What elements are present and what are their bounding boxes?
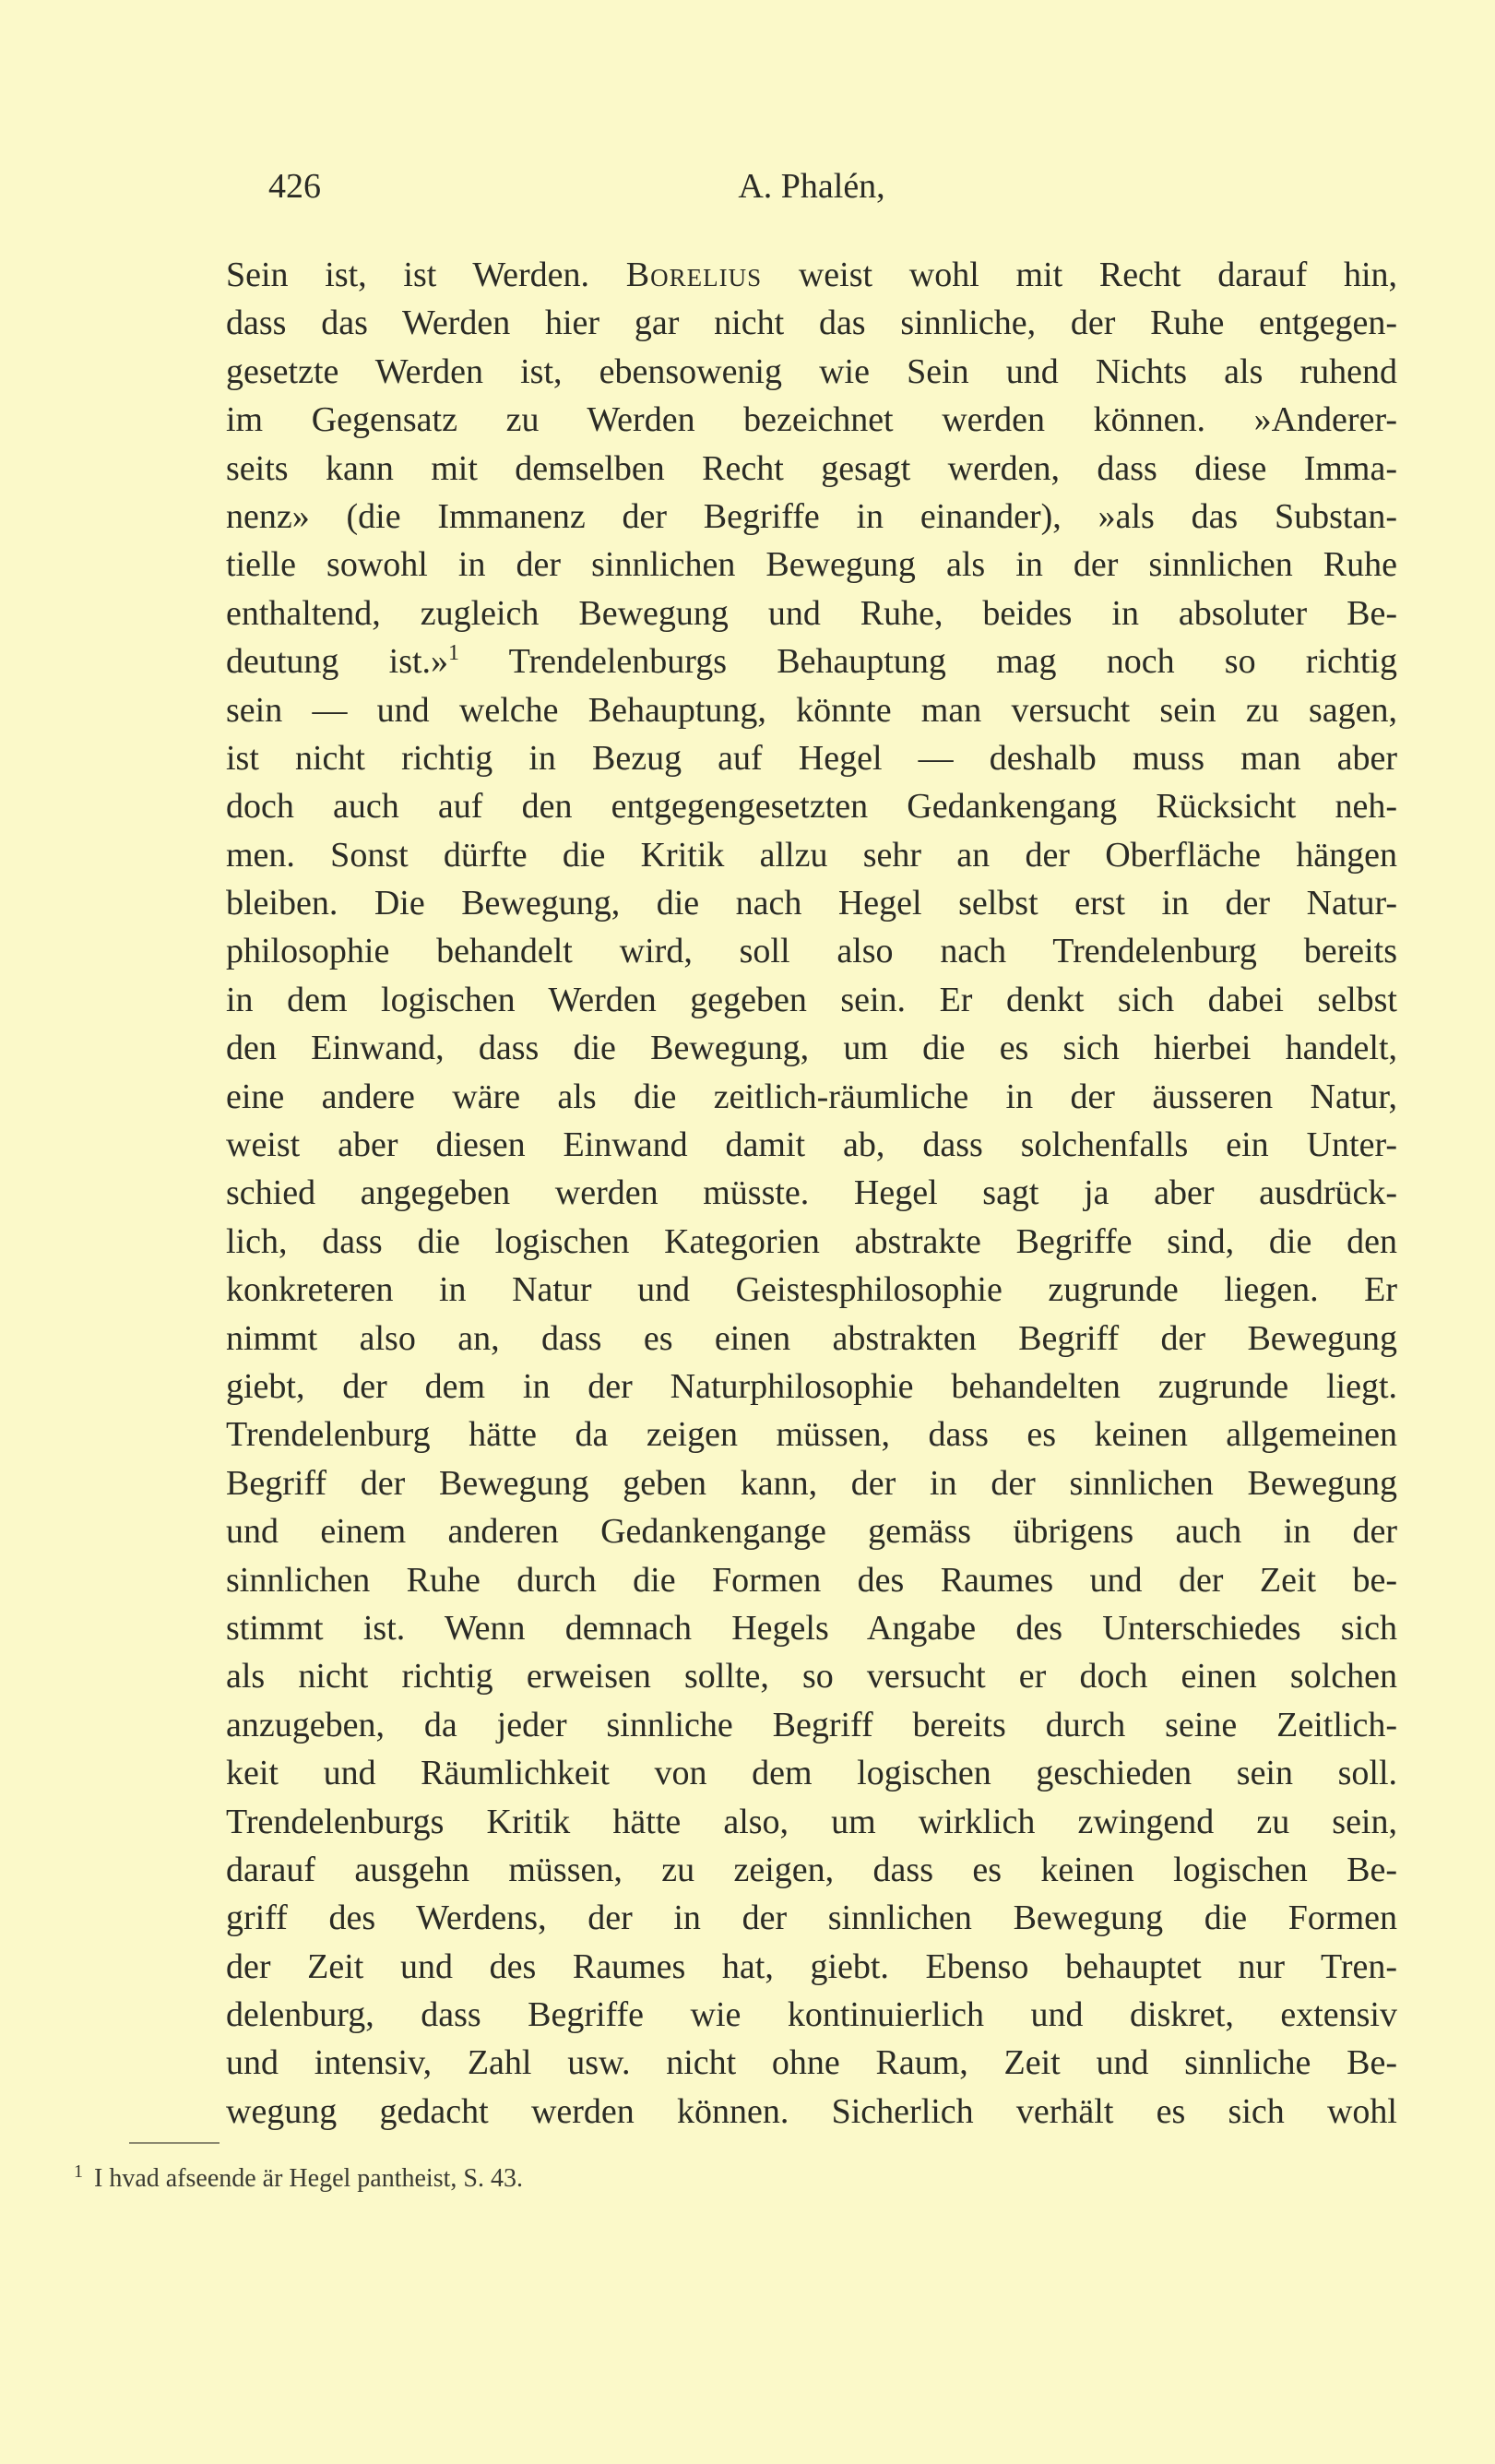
footnote-marker: 1 (74, 2161, 83, 2182)
text-line (226, 782, 1397, 830)
text-line (226, 831, 1397, 879)
line-text: men. Sonst dürfte die Kritik allzu sehr an der Oberfläche hängen (226, 835, 1397, 875)
running-head: A. Phalén, (738, 167, 885, 206)
page-header (226, 166, 1397, 212)
line-text: bleiben. Die Bewegung, die nach Hegel selbst erst in der Natur- (226, 884, 1397, 923)
line-text: anzugeben, da jeder sinnliche Begriff bereits durch seine Zeitlich- (226, 1705, 1397, 1744)
text-line (226, 1894, 1397, 1942)
line-text: weist wohl mit Recht darauf hin, (762, 256, 1397, 294)
text-line (226, 1218, 1397, 1266)
text-line (226, 299, 1397, 347)
text-line (226, 1073, 1397, 1121)
text-line (226, 1266, 1397, 1314)
footnote (74, 2160, 523, 2197)
text-line (226, 1556, 1397, 1604)
text-line (226, 348, 1397, 396)
body-text (226, 251, 1397, 2136)
footnote-text: I hvad afseende är Hegel pantheist, S. 43. (94, 2164, 523, 2193)
text-line (226, 1798, 1397, 1846)
text-line (226, 1315, 1397, 1363)
line-text: Trendelenburgs Behauptung mag noch so richtig (459, 642, 1397, 682)
text-line (226, 396, 1397, 444)
text-line (226, 2088, 1397, 2136)
line-text: konkreteren in Natur und Geistesphilosophie zugrunde liegen. Er (226, 1270, 1397, 1310)
line-text: den Einwand, dass die Bewegung, um die es sich hierbei handelt, (226, 1029, 1397, 1068)
text-line (226, 541, 1397, 589)
line-text: seits kann mit demselben Recht gesagt werden, dass diese Imma- (226, 448, 1397, 488)
line-text: sein — und welche Behauptung, könnte man versucht sein zu sagen, (226, 690, 1397, 730)
text-line (226, 1169, 1397, 1217)
footnote-divider (129, 2142, 220, 2144)
text-line (226, 1459, 1397, 1507)
footnote-reference: 1 (448, 641, 460, 666)
text-line (226, 1652, 1397, 1700)
line-text: Begriff der Bewegung geben kann, der in der sinnlichen Bewegung (226, 1463, 1397, 1503)
line-text: enthaltend, zugleich Bewegung und Ruhe, beides in absoluter Be- (226, 593, 1397, 633)
text-line (226, 976, 1397, 1024)
line-text: der Zeit und des Raumes hat, giebt. Ebenso behauptet nur Tren- (226, 1946, 1397, 1986)
line-text: wegung gedacht werden können. Sicherlich verhält es sich wohl (226, 2091, 1397, 2131)
line-text: tielle sowohl in der sinnlichen Bewegung als in der sinnlichen Ruhe (226, 545, 1397, 585)
text-line (226, 927, 1397, 975)
line-text: nimmt also an, dass es einen abstrakten Begriff der Bewegung (226, 1318, 1397, 1358)
line-text: Trendelenburgs Kritik hätte also, um wirklich zwingend zu sein, (226, 1802, 1397, 1841)
line-text: in dem logischen Werden gegeben sein. Er denkt sich dabei selbst (226, 980, 1397, 1019)
line-text: deutung ist.» (226, 642, 449, 682)
text-line (226, 637, 1397, 685)
text-line (226, 1701, 1397, 1749)
line-text: griff des Werdens, der in der sinnlichen Bewegung die Formen (226, 1899, 1397, 1938)
line-text: philosophie behandelt wird, soll also nach Trendelenburg bereits (226, 932, 1397, 971)
text-line (226, 1121, 1397, 1169)
text-line (226, 1749, 1397, 1797)
line-text: doch auch auf den entgegengesetzten Gedankengang Rücksicht neh- (226, 787, 1397, 827)
text-line (226, 1943, 1397, 1991)
text-line (226, 1411, 1397, 1458)
line-text: keit und Räumlichkeit von dem logischen geschieden sein soll. (226, 1754, 1397, 1793)
line-text: darauf ausgehn müssen, zu zeigen, dass es keinen logischen Be- (226, 1850, 1397, 1889)
text-line (226, 1507, 1397, 1555)
line-text: dass das Werden hier gar nicht das sinnliche, der Ruhe entgegen- (226, 304, 1397, 343)
line-text: delenburg, dass Begriffe wie kontinuierlich und diskret, extensiv (226, 1995, 1397, 2035)
line-text: und intensiv, Zahl usw. nicht ohne Raum, Zeit und sinnliche Be- (226, 2043, 1397, 2083)
text-line (226, 445, 1397, 493)
text-line (226, 879, 1397, 927)
text-line (226, 1363, 1397, 1411)
line-text: Trendelenburg hätte da zeigen müssen, dass es keinen allgemeinen (226, 1415, 1397, 1455)
text-line (226, 1991, 1397, 2039)
text-line (226, 251, 1397, 299)
line-text: giebt, der dem in der Naturphilosophie behandelten zugrunde liegt. (226, 1366, 1397, 1406)
line-text: stimmt ist. Wenn demnach Hegels Angabe des Unterschiedes sich (226, 1608, 1397, 1648)
text-line (226, 686, 1397, 734)
line-text: lich, dass die logischen Kategorien abstrakte Begriffe sind, die den (226, 1221, 1397, 1261)
line-text: eine andere wäre als die zeitlich-räumliche in der äusseren Natur, (226, 1077, 1397, 1116)
text-line (226, 589, 1397, 637)
text-line (226, 2039, 1397, 2087)
line-text: ist nicht richtig in Bezug auf Hegel — deshalb muss man aber (226, 738, 1397, 778)
line-text: weist aber diesen Einwand damit ab, dass solchenfalls ein Unter- (226, 1125, 1397, 1165)
line-text: schied angegeben werden müsste. Hegel sagt ja aber ausdrück- (226, 1173, 1397, 1213)
author-name: Borelius (625, 256, 763, 294)
text-line (226, 1024, 1397, 1072)
text-line (226, 1846, 1397, 1894)
line-text: gesetzte Werden ist, ebensowenig wie Sein und Nichts als ruhend (226, 351, 1397, 391)
text-line (226, 734, 1397, 782)
line-text: sinnlichen Ruhe durch die Formen des Raumes und der Zeit be- (226, 1560, 1397, 1600)
text-line (226, 493, 1397, 541)
line-text: im Gegensatz zu Werden bezeichnet werden können. »Anderer- (226, 400, 1397, 440)
line-text: nenz» (die Immanenz der Begriffe in einander), »als das Substan- (226, 496, 1397, 536)
line-text: und einem anderen Gedankengange gemäss übrigens auch in der (226, 1512, 1397, 1552)
page-number: 426 (268, 167, 321, 206)
text-line (226, 1604, 1397, 1652)
line-text: als nicht richtig erweisen sollte, so versucht er doch einen solchen (226, 1657, 1397, 1696)
line-text: Sein ist, ist Werden. (226, 256, 626, 294)
